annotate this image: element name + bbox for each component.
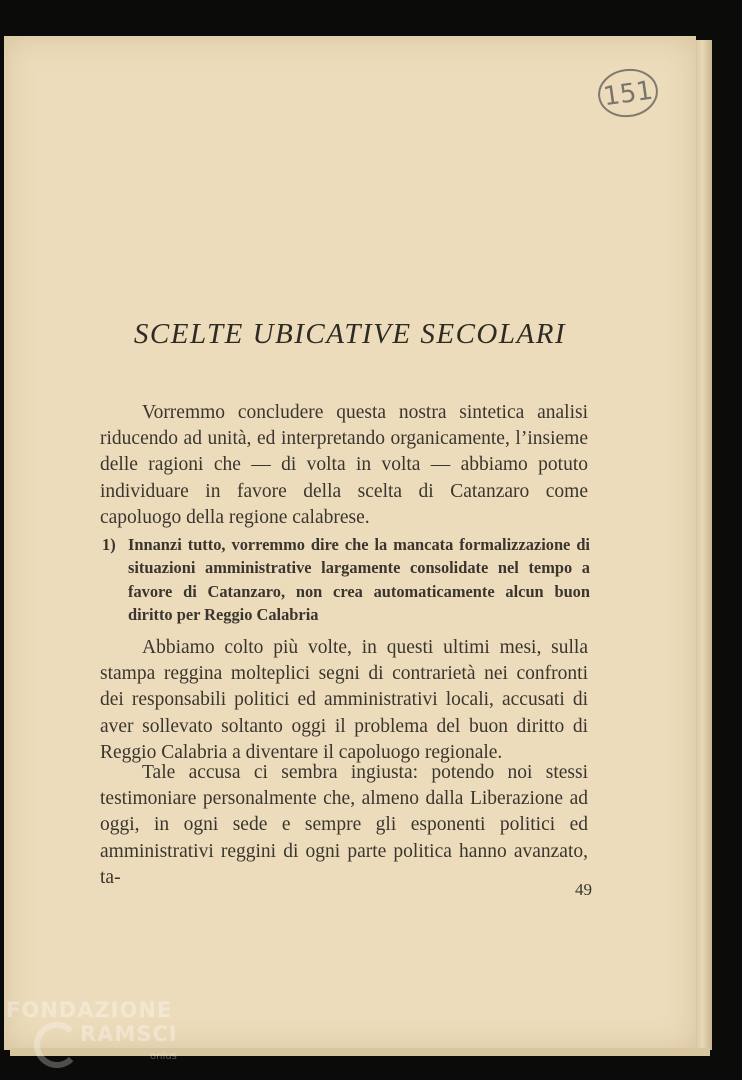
watermark-ring-icon <box>34 1022 80 1068</box>
watermark-line-1: FONDAZIONE <box>6 998 173 1022</box>
page-edge-right <box>696 40 712 1050</box>
paragraph-accusation: Tale accusa ci sembra ingiusta: potendo noi stessi testimoniare personalmente che, almeno dalla Liberazione ad oggi, in ogni sede e sempre gli esponenti politici ed amministrativi reggini di ogni parte politica hanno avanzato, ta- <box>100 762 588 888</box>
watermark-line-2: RAMSCI <box>80 1022 178 1046</box>
handwritten-page-annotation <box>596 66 660 120</box>
page-number: 49 <box>575 880 592 899</box>
numbered-point <box>102 533 590 627</box>
watermark-logo <box>6 996 196 1066</box>
watermark-line-3: onlus <box>150 1051 177 1062</box>
section-title: SCELTE UBICATIVE SECOLARI <box>133 318 567 350</box>
point-text: Innanzi tutto, vorremmo dire che la mancata formalizzazione di situazioni amministrative largamente consolidate nel tempo a favore di Catanzaro, non crea automaticamente alcun buon diritto per Reggio Calabria <box>128 535 590 625</box>
point-number: 1) <box>102 535 116 554</box>
paragraph-press: Abbiamo colto più volte, in questi ultimi mesi, sulla stampa reggina molteplici segni di contrarietà nei confronti dei responsabili politici ed amministrativi locali, accusati di aver sollevato soltanto oggi il problema del buon diritto di Reggio Calabria a diventare il capoluogo regionale. <box>100 637 588 763</box>
paragraph-intro: Vorremmo concludere questa nostra sintetica analisi riducendo ad unità, ed interpretando organicamente, l’insieme delle ragioni che — di volta in volta — abbiamo potuto individuare in favore della scelta di Catanzaro come capoluogo della regione calabrese. <box>100 402 588 528</box>
annotation-number: 151 <box>601 75 655 113</box>
